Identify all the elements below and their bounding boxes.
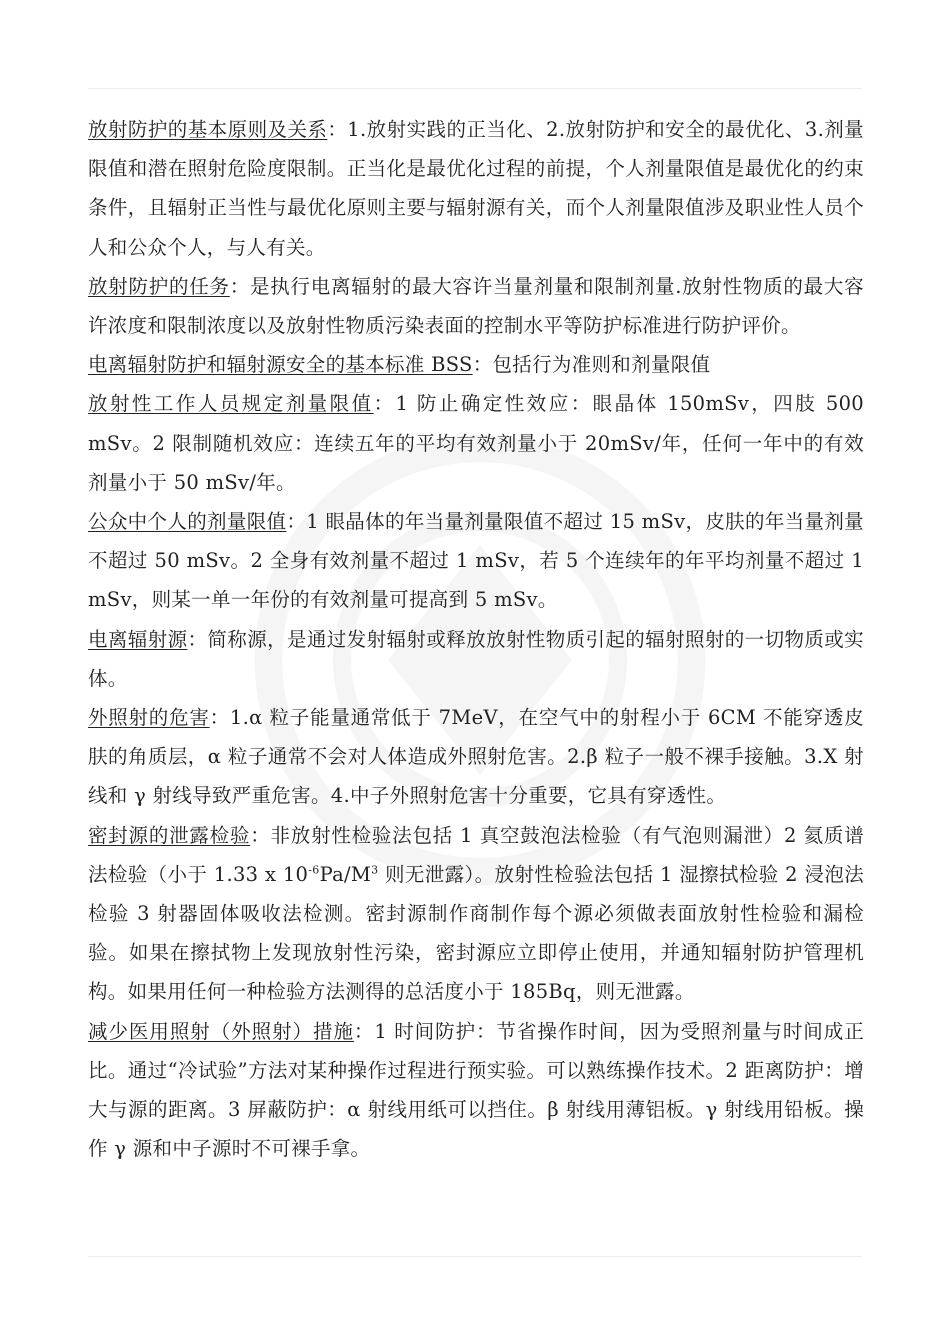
- paragraph-medical-exposure: [88, 1012, 864, 1169]
- paragraph-text: ：包括行为准则和剂量限值: [472, 353, 711, 377]
- paragraph-principles: [88, 110, 864, 267]
- paragraph-text: ：简称源，是通过发射辐射或释放放射性物质引起的辐射照射的一切物质或实体。: [88, 627, 864, 690]
- term-heading: 放射性工作人员规定剂量限值: [88, 392, 374, 416]
- paragraph-text: 则无泄露）。放射性检验法包括 1 湿擦拭检验 2 浸泡法检验 3 射器固体吸收法检测。密封源制作商制作每个源必须做表面放射性检验和漏检验。如果在擦拭物上发现放射性污染，密封源应立即停止使用，并通知辐射防护管理机构。如果用任何一种检验方法测得的总活度小于 185Bq，则无泄露。: [88, 862, 864, 1004]
- superscript-exponent: -6: [308, 863, 320, 877]
- document-body: [88, 110, 864, 1168]
- paragraph-leak-test: [88, 816, 864, 1012]
- paragraph-text: ：1.α 粒子能量通常低于 7MeV，在空气中的射程小于 6CM 不能穿透皮肤的角质层，α 粒子通常不会对人体造成外照射危害。2.β 粒子一般不裸手接触。3.X 射线和 γ 射线导致严重危害。4.中子外照射危害十分重要，它具有穿透性。: [88, 706, 864, 808]
- header-rule: [88, 88, 862, 89]
- paragraph-text: ：1 时间防护：节省操作时间，因为受照剂量与时间成正比。通过“冷试验”方法对某种操作过程进行预实验。可以熟练操作技术。2 距离防护：增大与源的距离。3 屏蔽防护：α 射线用纸可以挡住。β 射线用薄铝板。γ 射线用铅板。操作 γ 源和中子源时不可裸手拿。: [88, 1019, 865, 1161]
- paragraph-bss: [88, 345, 864, 384]
- paragraph-public-limits: [88, 502, 864, 620]
- term-heading: 减少医用照射（外照射）措施: [88, 1019, 354, 1043]
- footer-rule: [88, 1256, 862, 1257]
- term-heading: 密封源的泄露检验: [88, 823, 251, 847]
- term-heading: 放射防护的基本原则及关系: [88, 118, 328, 141]
- term-heading: 公众中个人的剂量限值: [88, 510, 287, 534]
- paragraph-text: ：1 眼晶体的年当量剂量限值不超过 15 mSv，皮肤的年当量剂量不超过 50 mSv。2 全身有效剂量不超过 1 mSv，若 5 个连续年的年平均剂量不超过 1 mSv，则某一单一年份的有效剂量可提高到 5 mSv。: [88, 510, 864, 612]
- term-heading: 放射防护的任务: [88, 274, 230, 298]
- paragraph-text: Pa/M: [319, 862, 372, 886]
- paragraph-text: ：1.放射实践的正当化、2.放射防护和安全的最优化、3.剂量限值和潜在照射危险度限制。正当化是最优化过程的前提，个人剂量限值是最优化的约束条件，且辐射正当性与最优化原则主要与辐射源有关，而个人剂量限值涉及职业性人员个人和公众个人，与人有关。: [88, 118, 864, 259]
- paragraph-external-hazard: [88, 698, 864, 816]
- term-heading: 电离辐射源: [88, 627, 188, 651]
- paragraph-text: ：1 防止确定性效应：眼晶体 150mSv，四肢 500 mSv。2 限制随机效应：连续五年的平均有效剂量小于 20mSv/年，任何一年中的有效剂量小于 50 mSv/年。: [88, 392, 864, 494]
- paragraph-task: [88, 267, 864, 345]
- paragraph-radiation-source: [88, 620, 864, 698]
- paragraph-text: ：非放射性检验法包括 1 真空鼓泡法检验（有气泡则漏泄）2 氦质谱法检验（小于 1.33 x 10: [88, 823, 864, 886]
- paragraph-text: ：是执行电离辐射的最大容许当量剂量和限制剂量.放射性物质的最大容许浓度和限制浓度以及放射性物质污染表面的控制水平等防护标准进行防护评价。: [88, 274, 864, 338]
- term-heading: 电离辐射防护和辐射源安全的基本标准 BSS: [88, 353, 473, 377]
- term-heading: 外照射的危害: [88, 706, 210, 730]
- paragraph-worker-limits: [88, 384, 864, 502]
- superscript-exponent: 3: [371, 863, 379, 877]
